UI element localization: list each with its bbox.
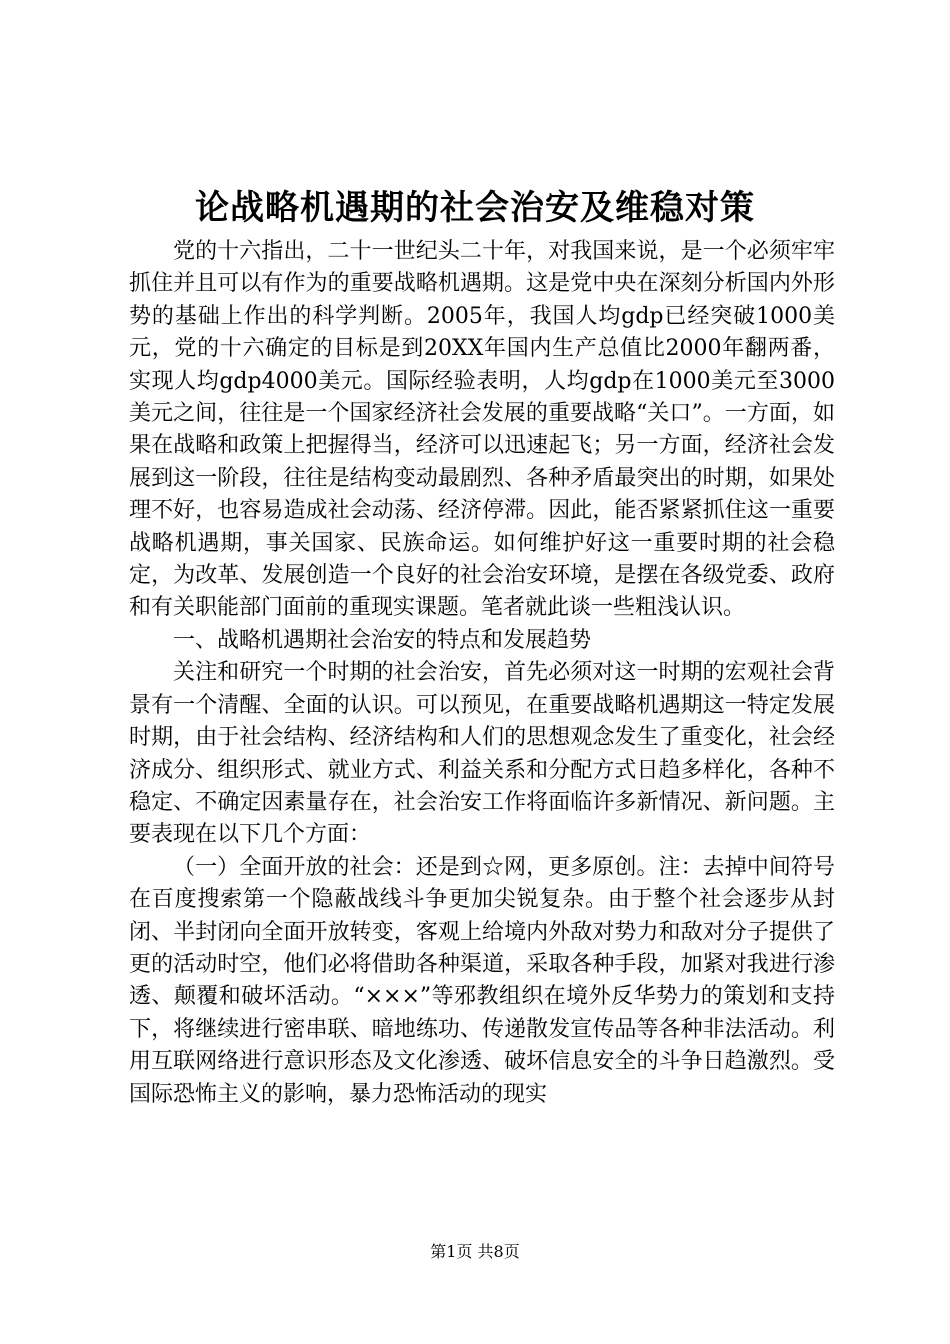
paragraph-background: 关注和研究一个时期的社会治安，首先必须对这一时期的宏观社会背景有一个清醒、全面的认识。可以预见，在重要战略机遇期这一特定发展时期，由于社会结构、经济结构和人们的思想观念发生了重变化，社会经济成分、组织形式、就业方式、利益关系和分配方式日趋多样化，各种不稳定、不确定因素量存在，社会治安工作将面临许多新情况、新问题。主要表现在以下几个方面：	[129, 660, 835, 848]
document-title: 论战略机遇期的社会治安及维稳对策	[195, 188, 755, 228]
paragraph-intro: 党的十六指出，二十一世纪头二十年，对我国来说，是一个必须牢牢抓住并且可以有作为的重要战略机遇期。这是党中央在深刻分析国内外形势的基础上作出的科学判断。2005年，我国人均gdp已经突破1000美元，党的十六确定的目标是到20XX年国内生产总值比2000年翻两番，实现人均gdp4000美元。国际经验表明，人均gdp在1000美元至3000美元之间，往往是一个国家经济社会发展的重要战略“关口”。一方面，如果在战略和政策上把握得当，经济可以迅速起飞；另一方面，经济社会发展到这一阶段，往往是结构变动最剧烈、各种矛盾最突出的时期，如果处理不好，也容易造成社会动荡、经济停滞。因此，能否紧紧抓住这一重要战略机遇期，事关国家、民族命运。如何维护好这一重要时期的社会稳定，为改革、发展创造一个良好的社会治安环境，是摆在各级党委、政府和有关职能部门面前的重现实课题。笔者就此谈一些粗浅认识。	[129, 239, 835, 621]
page-number-footer: 第1页 共8页	[430, 1242, 520, 1261]
document-body	[129, 236, 835, 1111]
paragraph-subsection-1: （一）全面开放的社会：还是到☆网，更多原创。注：去掉中间符号在百度搜索第一个隐蔽战线斗争更加尖锐复杂。由于整个社会逐步从封闭、半封闭向全面开放转变，客观上给境内外敌对势力和敌对分子提供了更的活动时空，他们必将借助各种渠道，采取各种手段，加紧对我进行渗透、颠覆和破坏活动。“×××”等邪教组织在境外反华势力的策划和支持下，将继续进行密串联、暗地练功、传递散发宣传品等各种非法活动。利用互联网络进行意识形态及文化渗透、破坏信息安全的斗争日趋激烈。受国际恐怖主义的影响，暴力恐怖活动的现实	[129, 854, 835, 1107]
section-heading: 一、战略机遇期社会治安的特点和发展趋势	[173, 627, 592, 653]
